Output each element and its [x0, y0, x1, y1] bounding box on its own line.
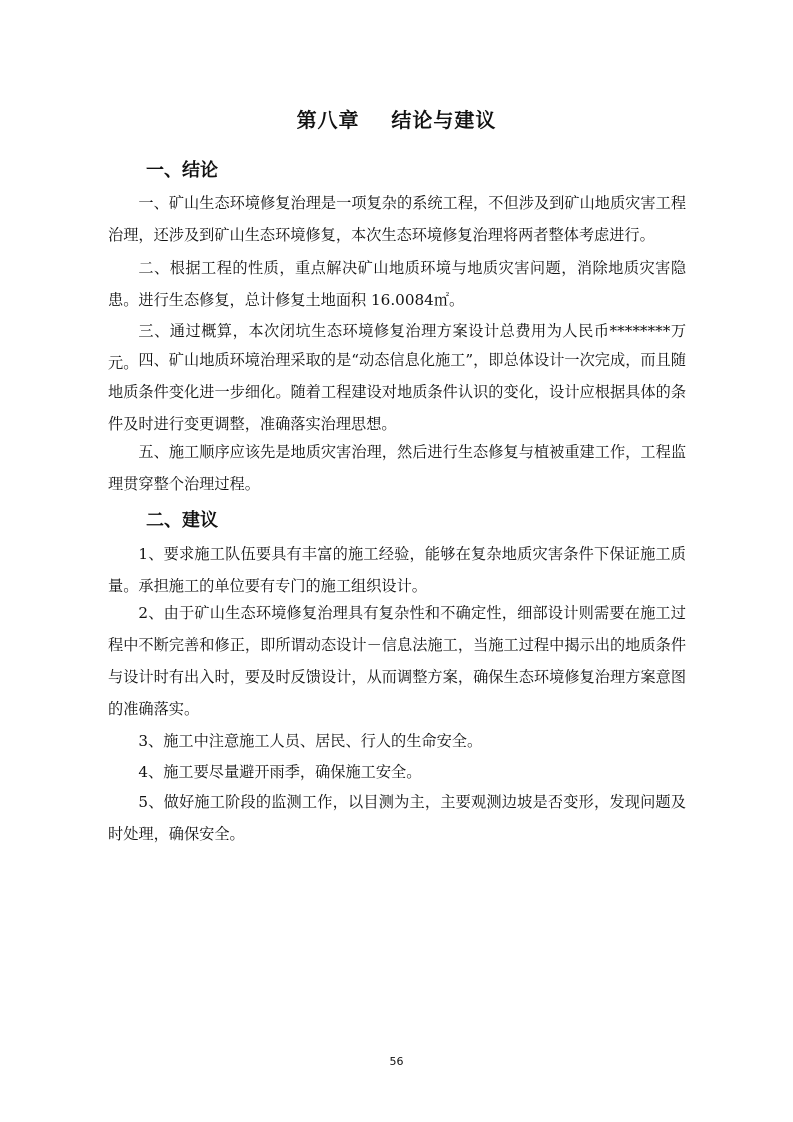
conclusion-paragraph-1: 一、矿山生态环境修复治理是一项复杂的系统工程，不但涉及到矿山地质灾害工程治理，还涉及到矿山生态环境修复，本次生态环境修复治理将两者整体考虑进行。: [108, 194, 686, 244]
conclusion-paragraph-5: 五、施工顺序应该先是地质灾害治理，然后进行生态修复与植被重建工作，工程监理贯穿整个治理过程。: [108, 443, 686, 493]
conclusion-paragraph-2: 二、根据工程的性质，重点解决矿山地质环境与地质灾害问题，消除地质灾害隐患。进行生态修复，总计修复土地面积 16.0084㎡。: [108, 259, 686, 309]
conclusion-paragraph-4: 四、矿山地质环境治理采取的是“动态信息化施工”，即总体设计一次完成，而且随地质条件变化进一步细化。随着工程建设对地质条件认识的变化，设计应根据具体的条件及时进行变更调整，准确落实治理思想。: [108, 351, 686, 433]
section-heading-suggestion: 二、建议: [146, 510, 218, 531]
suggestion-paragraph-3: 3、施工中注意施工人员、居民、行人的生命安全。: [138, 732, 483, 750]
suggestion-paragraph-5: 5、做好施工阶段的监测工作，以目测为主，主要观测边坡是否变形，发现问题及时处理，确保安全。: [108, 793, 686, 843]
section-heading-conclusion: 一、结论: [146, 160, 218, 181]
conclusion-paragraph-3: 三、通过概算，本次闭坑生态环境修复治理方案设计总费用为人民币********万元。: [108, 322, 686, 372]
suggestion-paragraph-2: 2、由于矿山生态环境修复治理具有复杂性和不确定性，细部设计则需要在施工过程中不断完善和修正，即所谓动态设计－信息法施工，当施工过程中揭示出的地质条件与设计时有出入时，要及时反馈设计，从而调整方案，确保生态环境修复治理方案意图的准确落实。: [108, 604, 686, 718]
chapter-title: 第八章 结论与建议: [296, 108, 497, 132]
page-number: 56: [389, 1055, 404, 1068]
suggestion-paragraph-4: 4、施工要尽量避开雨季，确保施工安全。: [138, 763, 422, 781]
suggestion-paragraph-1: 1、要求施工队伍要具有丰富的施工经验，能够在复杂地质灾害条件下保证施工质量。承担施工的单位要有专门的施工组织设计。: [108, 545, 686, 595]
